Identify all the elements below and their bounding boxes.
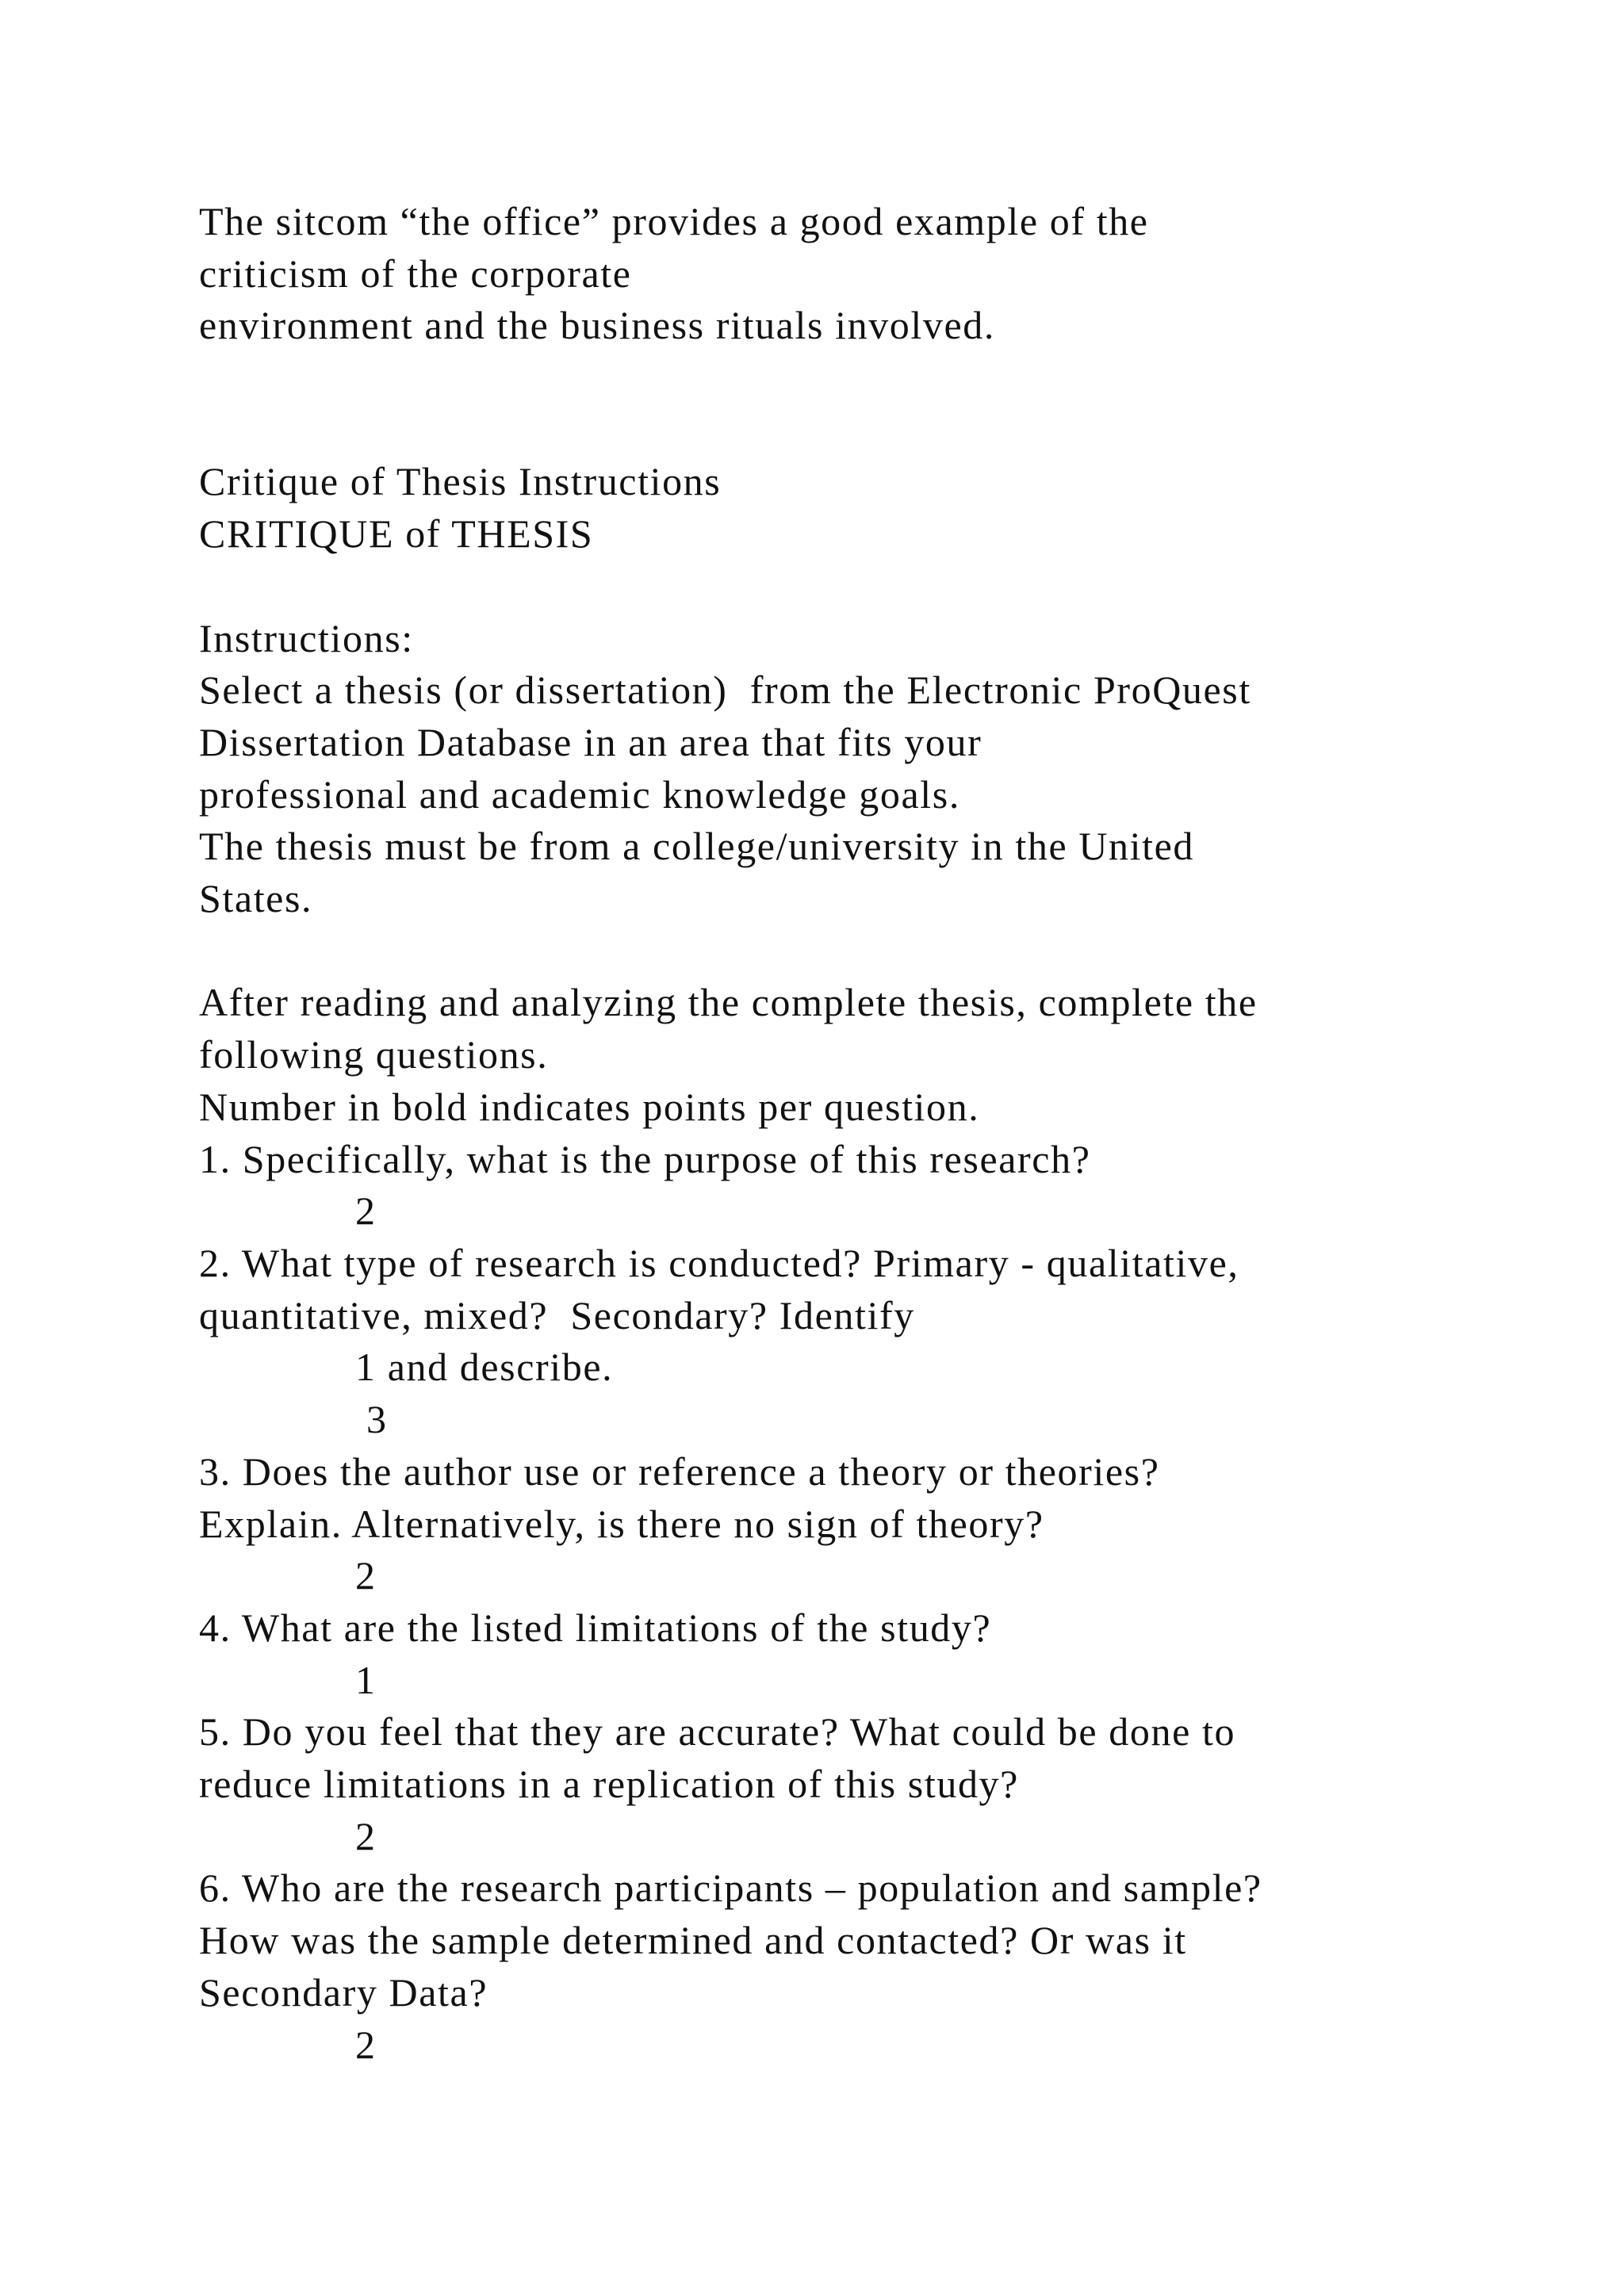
question-5-continued: reduce limitations in a replication of this study? (199, 1762, 1019, 1807)
question-3: 3. Does the author use or reference a theory or theories? (199, 1448, 1160, 1494)
after-reading-line: following questions. (199, 1032, 549, 1077)
points-note: Number in bold indicates points per question. (199, 1084, 980, 1129)
instruction-line: Select a thesis (or dissertation) from the Electronic ProQuest (199, 668, 1251, 713)
question-1: 1. Specifically, what is the purpose of this research? (199, 1136, 1091, 1181)
after-reading-line: After reading and analyzing the complete thesis, complete the (199, 980, 1258, 1025)
question-1-points: 2 (355, 1188, 377, 1234)
instruction-line: The thesis must be from a college/university in the United (199, 824, 1195, 869)
blank-line (199, 925, 1547, 978)
instruction-line: professional and academic knowledge goals. (199, 771, 960, 817)
question-2-subline: 1 and describe. (355, 1345, 614, 1390)
question-2-points: 3 (366, 1397, 388, 1442)
blank-line (199, 561, 1547, 613)
intro-line: The sitcom “the office” provides a good example of the (199, 199, 1149, 243)
intro-line: criticism of the corporate (199, 251, 632, 296)
document-subtitle: CRITIQUE of THESIS (199, 511, 594, 557)
question-6: 6. Who are the research participants – population and sample? (199, 1866, 1262, 1911)
question-4-points: 1 (355, 1657, 377, 1702)
intro-line: environment and the business rituals involved. (199, 303, 995, 348)
blank-line (199, 404, 1547, 457)
question-3-continued: Explain. Alternatively, is there no sign of theory? (199, 1501, 1044, 1546)
question-6-points: 2 (355, 2022, 377, 2067)
question-4: 4. What are the listed limitations of the study? (199, 1605, 992, 1650)
instruction-line: Dissertation Database in an area that fits your (199, 719, 982, 764)
question-2: 2. What type of research is conducted? Primary - qualitative, (199, 1241, 1239, 1285)
question-5-points: 2 (355, 1813, 377, 1858)
instructions-label: Instructions: (199, 615, 414, 660)
question-3-points: 2 (355, 1553, 377, 1598)
document-title: Critique of Thesis Instructions (199, 459, 722, 504)
document-body (199, 196, 1547, 2071)
blank-line (199, 352, 1547, 404)
question-6-continued: Secondary Data? (199, 1969, 488, 2015)
question-2-continued: quantitative, mixed? Secondary? Identify (199, 1292, 915, 1337)
question-6-continued: How was the sample determined and contacted? Or was it (199, 1918, 1187, 1963)
question-5: 5. Do you feel that they are accurate? What could be done to (199, 1709, 1236, 1755)
instruction-line: States. (199, 876, 313, 921)
